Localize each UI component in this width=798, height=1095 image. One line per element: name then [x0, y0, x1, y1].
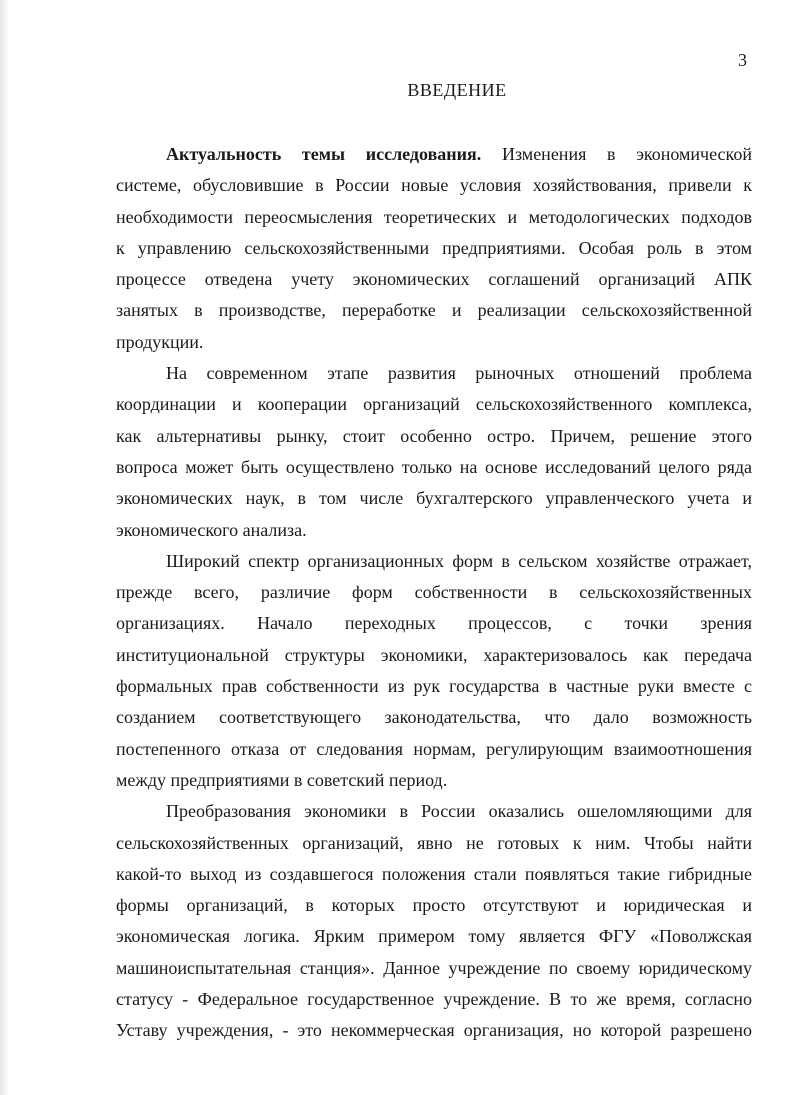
text-line: организациях. Начало переходных процессов, с точки зрения: [116, 613, 752, 634]
body-text: [116, 139, 752, 1047]
text-line: занятых в производстве, переработке и реализации сельскохозяйственной: [116, 300, 752, 321]
text-line: формальных прав собственности из рук государства в частные руки вместе с: [116, 676, 752, 697]
text-line: На современном этапе развития рыночных отношений проблема: [166, 363, 752, 384]
text-line: Широкий спектр организационных форм в сельском хозяйстве отражает,: [166, 550, 752, 571]
text-line: постепенного отказа от следования нормам, регулирующим взаимоотношения: [116, 738, 752, 759]
text-line: какой-то выход из создавшегося положения стали появляться такие гибридные: [116, 863, 752, 884]
text-line: необходимости переосмысления теоретических и методологических подходов: [116, 206, 752, 227]
text-line: сельскохозяйственных организаций, явно не готовых к ним. Чтобы найти: [116, 832, 752, 853]
text-line: к управлению сельскохозяйственными предприятиями. Особая роль в этом: [116, 237, 752, 258]
scan-edge-shadow: [0, 0, 10, 1095]
text-line: между предприятиями в советский период.: [116, 769, 448, 790]
text-line: машиноиспытательная станция». Данное учреждение по своему юридическому: [116, 957, 752, 978]
paragraph-3: [116, 546, 752, 796]
text-line: Актуальность темы исследования. Изменения в экономической: [166, 144, 753, 164]
text-line: Уставу учреждения, - это некоммерческая организация, но которой разрешено: [116, 1020, 752, 1041]
text-line: Преобразования экономики в России оказались ошеломляющими для: [166, 801, 752, 822]
text-line: формы организаций, в которых просто отсутствуют и юридическая и: [116, 895, 752, 916]
text-line: институциональной структуры экономики, характеризовалось как передача: [116, 644, 752, 665]
text-line: продукции.: [116, 331, 204, 352]
text-line: как альтернативы рынку, стоит особенно остро. Причем, решение этого: [116, 425, 752, 446]
text-line: вопроса может быть осуществлено только на основе исследований целого ряда: [116, 456, 752, 477]
text-line: прежде всего, различие форм собственности в сельскохозяйственных: [116, 582, 752, 603]
text-line: системе, обусловившие в России новые условия хозяйствования, привели к: [116, 175, 752, 196]
text-line: координации и кооперации организаций сельскохозяйственного комплекса,: [116, 394, 752, 415]
text-line: экономическая логика. Ярким примером тому является ФГУ «Поволжская: [116, 926, 752, 947]
paragraph-4: [116, 796, 752, 1046]
text-line: экономического анализа.: [116, 519, 307, 540]
text-line: экономических наук, в том числе бухгалтерского управленческого учета и: [116, 488, 752, 509]
section-heading: ВВЕДЕНИЕ: [407, 80, 507, 100]
text-line: статусу - Федеральное государственное учреждение. В то же время, согласно: [116, 989, 752, 1010]
text-line: созданием соответствующего законодательства, что дало возможность: [116, 707, 752, 728]
paragraph-1: [116, 139, 752, 358]
text-line: процессе отведена учету экономических соглашений организаций АПК: [116, 269, 752, 290]
bold-lead: Актуальность темы исследования.: [166, 144, 482, 164]
page-number: 3: [738, 50, 747, 70]
paragraph-2: [116, 358, 752, 546]
